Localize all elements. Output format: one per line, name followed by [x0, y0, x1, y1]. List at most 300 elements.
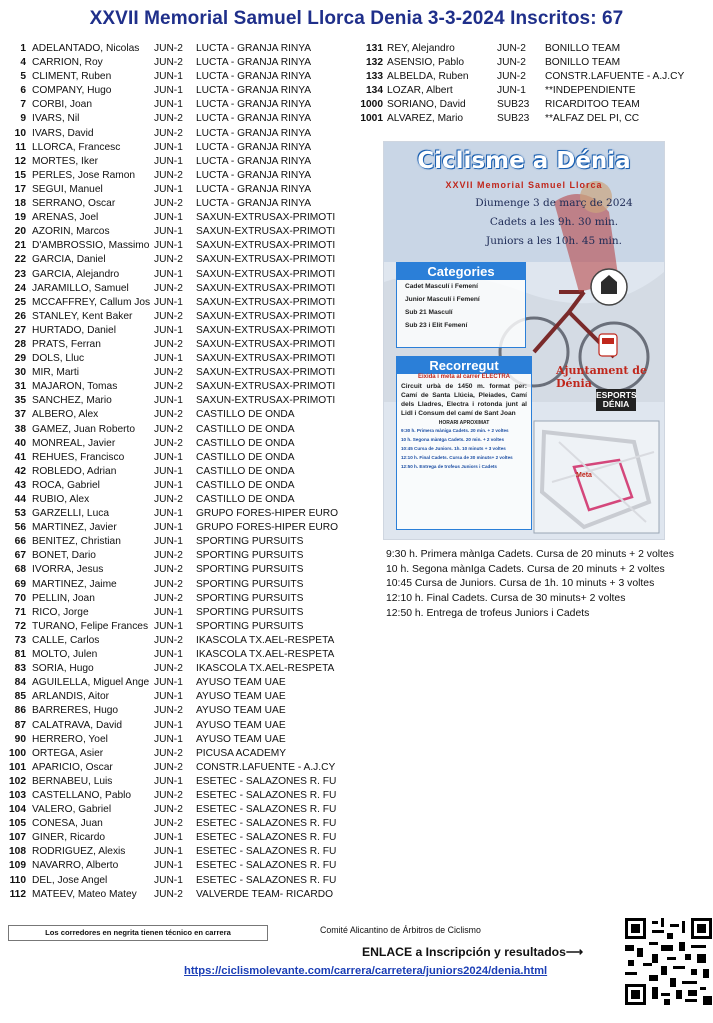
rider-category: JUN-1 [154, 719, 183, 731]
rider-team: VALVERDE TEAM- RICARDO [196, 888, 333, 900]
rider-name: STANLEY, Kent Baker [32, 310, 133, 322]
rider-name: CALATRAVA, David [32, 719, 123, 731]
rider-category: JUN-2 [154, 282, 183, 294]
rider-category: JUN-2 [154, 310, 183, 322]
rider-name: MIR, Marti [32, 367, 79, 379]
rider-team: ESETEC - SALAZONES R. FU [196, 775, 337, 787]
rider-name: REHUES, Francisco [32, 451, 125, 463]
rider-category: JUN-2 [154, 888, 183, 900]
rider-team: SAXUN-EXTRUSAX-PRIMOTI [196, 338, 336, 350]
rider-row [0, 70, 346, 84]
rider-name: GINER, Ricardo [32, 832, 106, 844]
rider-name: JARAMILLO, Samuel [32, 282, 129, 294]
rider-number: 101 [9, 761, 26, 773]
rider-row [355, 56, 695, 70]
rider-name: PRATS, Ferran [32, 338, 101, 350]
rider-number: 17 [14, 183, 26, 195]
rider-team: CASTILLO DE ONDA [196, 451, 295, 463]
rider-category: JUN-2 [154, 113, 183, 125]
rider-name: BARRERES, Hugo [32, 705, 119, 717]
rider-name: CONESA, Juan [32, 818, 103, 830]
rider-category: JUN-1 [154, 536, 183, 548]
rider-row [0, 268, 346, 282]
rider-number: 37 [14, 409, 26, 421]
rider-category: JUN-1 [154, 606, 183, 618]
rider-name: MORTES, Iker [32, 155, 99, 167]
rider-row [0, 465, 346, 479]
rider-category: JUN-2 [154, 663, 183, 675]
rider-category: JUN-2 [154, 57, 183, 69]
rider-number: 1001 [360, 113, 383, 125]
rider-number: 15 [14, 169, 26, 181]
rider-row [355, 70, 695, 84]
rider-number: 10 [14, 127, 26, 139]
rider-row [0, 366, 346, 380]
rider-number: 19 [14, 212, 26, 224]
rider-name: ALBERO, Alex [32, 409, 99, 421]
rider-category: JUN-2 [154, 578, 183, 590]
rider-number: 18 [14, 198, 26, 210]
rider-category: JUN-1 [154, 677, 183, 689]
poster-categories-title: Categories [397, 263, 525, 280]
rider-number: 71 [14, 606, 26, 618]
poster-schedule-item: 12:50 h. Entrega de trofeus Juniors i Cadets [401, 464, 497, 469]
rider-number: 102 [9, 775, 26, 787]
rider-name: RICO, Jorge [32, 606, 89, 618]
poster-category: Sub 23 i Elit Femení [405, 322, 468, 329]
rider-number: 69 [14, 578, 26, 590]
rider-name: ALVAREZ, Mario [387, 113, 464, 125]
rider-list-left [0, 42, 346, 902]
rider-row [0, 423, 346, 437]
rider-number: 5 [20, 71, 26, 83]
rider-row [0, 352, 346, 366]
rider-name: VALERO, Gabriel [32, 804, 112, 816]
rider-row [0, 831, 346, 845]
rider-row [0, 169, 346, 183]
rider-team: LUCTA - GRANJA RINYA [196, 141, 312, 153]
rider-category: JUN-1 [154, 99, 183, 111]
rider-name: BONET, Dario [32, 550, 96, 562]
rider-row [0, 155, 346, 169]
rider-name: NAVARRO, Alberto [32, 860, 119, 872]
rider-name: AGUILELLA, Miguel Ange [32, 677, 150, 689]
rider-team: CASTILLO DE ONDA [196, 409, 295, 421]
rider-name: HERRERO, Yoel [32, 733, 108, 745]
rider-name: IVARS, David [32, 127, 94, 139]
rider-name: MARTINEZ, Jaime [32, 578, 117, 590]
rider-number: 38 [14, 423, 26, 435]
rider-number: 26 [14, 310, 26, 322]
rider-name: RODRIGUEZ, Alexis [32, 846, 126, 858]
rider-row [0, 817, 346, 831]
rider-row [355, 112, 695, 126]
rider-name: IVORRA, Jesus [32, 564, 104, 576]
rider-number: 20 [14, 226, 26, 238]
rider-name: ASENSIO, Pablo [387, 57, 465, 69]
rider-row [0, 493, 346, 507]
rider-number: 87 [14, 719, 26, 731]
poster-date: Diumenge 3 de març de 2024 [475, 197, 633, 209]
rider-category: JUN-2 [154, 592, 183, 604]
rider-name: MATEEV, Mateo Matey [32, 888, 137, 900]
rider-category: JUN-1 [154, 353, 183, 365]
rider-name: PELLIN, Joan [32, 592, 95, 604]
rider-category: JUN-2 [154, 367, 183, 379]
rider-category: JUN-1 [154, 522, 183, 534]
rider-category: JUN-2 [154, 169, 183, 181]
rider-row [0, 98, 346, 112]
rider-category: JUN-1 [154, 451, 183, 463]
rider-row [0, 239, 346, 253]
rider-category: JUN-2 [154, 127, 183, 139]
rider-number: 104 [9, 804, 26, 816]
rider-name: LOZAR, Albert [387, 85, 453, 97]
rider-row [0, 84, 346, 98]
rider-team: LUCTA - GRANJA RINYA [196, 183, 312, 195]
rider-team: SPORTING PURSUITS [196, 550, 304, 562]
rider-team: SPORTING PURSUITS [196, 536, 304, 548]
rider-category: JUN-2 [154, 494, 183, 505]
rider-name: ADELANTADO, Nicolas [32, 43, 140, 54]
rider-category: JUN-1 [154, 395, 183, 407]
rider-name: MOLTO, Julen [32, 649, 98, 661]
rider-name: REY, Alejandro [387, 43, 455, 54]
rider-category: JUN-2 [154, 437, 183, 449]
rider-category: JUN-2 [154, 338, 183, 350]
rider-name: SERRANO, Oscar [32, 198, 116, 210]
rider-name: DOLS, Lluc [32, 353, 85, 365]
rider-team: BONILLO TEAM [545, 57, 621, 69]
rider-number: 27 [14, 324, 26, 336]
poster-categories-box [396, 262, 526, 348]
rider-name: CLIMENT, Ruben [32, 71, 112, 83]
rider-team: SAXUN-EXTRUSAX-PRIMOTI [196, 282, 336, 294]
rider-team: CASTILLO DE ONDA [196, 423, 295, 435]
rider-row [0, 225, 346, 239]
poster-category: Sub 21 Masculí [405, 309, 453, 316]
rider-number: 107 [9, 832, 26, 844]
rider-name: DEL, Jose Angel [32, 874, 108, 886]
rider-row [0, 535, 346, 549]
rider-number: 28 [14, 338, 26, 350]
rider-name: GARZELLI, Luca [32, 508, 110, 520]
rider-number: 11 [15, 141, 26, 153]
rider-category: JUN-1 [497, 85, 526, 97]
rider-category: JUN-2 [154, 761, 183, 773]
rider-team: LUCTA - GRANJA RINYA [196, 57, 312, 69]
rider-name: CASTELLANO, Pablo [32, 789, 132, 801]
rider-number: 90 [14, 733, 26, 745]
rider-team: BONILLO TEAM [545, 43, 621, 54]
rider-name: MAJARON, Tomas [32, 381, 118, 393]
rider-row [355, 42, 695, 56]
rider-name: ALBELDA, Ruben [387, 71, 469, 83]
rider-number: 1000 [360, 99, 383, 111]
rider-row [0, 747, 346, 761]
rider-row [0, 648, 346, 662]
rider-team: CASTILLO DE ONDA [196, 479, 295, 491]
rider-name: IVARS, Nil [32, 113, 80, 125]
rider-number: 133 [366, 71, 383, 83]
rider-team: LUCTA - GRANJA RINYA [196, 71, 312, 83]
rider-category: JUN-1 [154, 649, 183, 661]
rider-row [0, 253, 346, 267]
rider-number: 84 [14, 677, 26, 689]
rider-row [0, 310, 346, 324]
rider-category: JUN-2 [154, 804, 183, 816]
rider-team: RICARDITOO TEAM [545, 99, 640, 111]
rider-name: APARICIO, Oscar [32, 761, 113, 773]
rider-category: JUN-2 [497, 43, 526, 54]
rider-name: HURTADO, Daniel [32, 324, 116, 336]
poster-route-text: Circuit urbà de 1450 m. format per: Camí de Santa Llúcia, Pleiades, Camí dels Lladres, Electra i rotonda junt al Lidl i Consum del camí de Sant Joan [401, 383, 527, 417]
rider-category: JUN-1 [154, 71, 183, 83]
rider-team: SAXUN-EXTRUSAX-PRIMOTI [196, 240, 336, 252]
poster-route-sub: Eixida i meta al carrer ELECTRA [417, 374, 511, 380]
rider-number: 109 [9, 860, 26, 872]
rider-category: JUN-2 [154, 423, 183, 435]
poster-category: Cadet Masculí i Femení [405, 283, 478, 290]
rider-row [0, 789, 346, 803]
poster-schedule-item: 12:10 h. Final Cadets. Cursa de 30 minuts+ 2 voltes [401, 455, 513, 460]
rider-team: AYUSO TEAM UAE [196, 719, 286, 731]
rider-category: JUN-1 [154, 620, 183, 632]
rider-team: SAXUN-EXTRUSAX-PRIMOTI [196, 268, 336, 280]
rider-row [0, 127, 346, 141]
poster-juniors-time: Juniors a les 10h. 45 min. [486, 235, 622, 247]
rider-row [0, 662, 346, 676]
rider-category: JUN-2 [154, 634, 183, 646]
rider-number: 53 [14, 508, 26, 520]
rider-row [0, 549, 346, 563]
rider-row [355, 98, 695, 112]
rider-row [0, 42, 346, 56]
rider-name: AZORIN, Marcos [32, 226, 110, 238]
rider-category: JUN-2 [154, 747, 183, 759]
rider-number: 1 [20, 43, 26, 54]
rider-team: AYUSO TEAM UAE [196, 691, 286, 703]
poster-route-title: Recorregut [397, 357, 531, 374]
rider-number: 9 [20, 113, 26, 125]
rider-team: SPORTING PURSUITS [196, 606, 304, 618]
rider-number: 24 [14, 282, 26, 294]
rider-name: CARRION, Roy [32, 57, 103, 69]
rider-row [0, 183, 346, 197]
rider-category: JUN-2 [154, 198, 183, 210]
rider-category: JUN-1 [154, 832, 183, 844]
rider-row [0, 451, 346, 465]
rider-team: ESETEC - SALAZONES R. FU [196, 789, 337, 801]
rider-team: CASTILLO DE ONDA [196, 437, 295, 449]
rider-row [0, 521, 346, 535]
rider-name: ROCA, Gabriel [32, 479, 100, 491]
rider-row [0, 563, 346, 577]
rider-name: ORTEGA, Asier [32, 747, 104, 759]
rider-team: PICUSA ACADEMY [196, 747, 287, 759]
rider-number: 6 [20, 85, 26, 97]
rider-category: SUB23 [497, 99, 530, 111]
rider-category: JUN-1 [154, 874, 183, 886]
rider-number: 25 [14, 296, 26, 308]
rider-row [0, 324, 346, 338]
rider-team: SAXUN-EXTRUSAX-PRIMOTI [196, 367, 336, 379]
poster-esports-logo: ESPORTS DÉNIA [596, 390, 637, 409]
rider-row [0, 761, 346, 775]
rider-number: 131 [366, 43, 383, 54]
schedule-item: 12:10 h. Final Cadets. Cursa de 30 minuts+ 2 voltes [386, 593, 626, 605]
rider-team: GRUPO FORES-HIPER EURO [196, 522, 339, 534]
rider-number: 105 [9, 818, 26, 830]
rider-team: SAXUN-EXTRUSAX-PRIMOTI [196, 353, 336, 365]
rider-row [0, 676, 346, 690]
rider-team: IKASCOLA TX.AEL-RESPETA [196, 649, 335, 661]
rider-team: ESETEC - SALAZONES R. FU [196, 874, 337, 886]
rider-name: MCCAFFREY, Callum Jos [32, 296, 151, 308]
rider-team: LUCTA - GRANJA RINYA [196, 127, 312, 139]
rider-number: 21 [14, 240, 26, 252]
poster-schedule-item: 10 h. Segona mànIga Cadets. 20 min. + 2 voltes [401, 437, 505, 442]
rider-name: GARCIA, Alejandro [32, 268, 120, 280]
rider-row [0, 578, 346, 592]
rider-list-right [355, 42, 695, 127]
poster-date-block [444, 194, 664, 251]
rider-number: 108 [9, 846, 26, 858]
rider-row [0, 380, 346, 394]
page-title: XXVII Memorial Samuel Llorca Denia 3-3-2024 Inscritos: 67 [89, 8, 624, 29]
rider-team: ESETEC - SALAZONES R. FU [196, 846, 337, 858]
rider-team: **ALFAZ DEL PI, CC [545, 113, 640, 125]
rider-number: 43 [14, 479, 26, 491]
rider-name: GARCIA, Daniel [32, 254, 106, 266]
rider-number: 40 [14, 437, 26, 449]
rider-team: AYUSO TEAM UAE [196, 733, 286, 745]
rider-category: JUN-1 [154, 296, 183, 308]
rider-team: LUCTA - GRANJA RINYA [196, 43, 312, 54]
rider-category: JUN-1 [154, 860, 183, 872]
rider-number: 41 [14, 451, 26, 463]
rider-row [0, 507, 346, 521]
rider-team: CASTILLO DE ONDA [196, 494, 295, 505]
rider-category: JUN-1 [154, 85, 183, 97]
rider-number: 44 [14, 494, 26, 505]
rider-name: SORIANO, David [387, 99, 466, 111]
rider-team: IKASCOLA TX.AEL-RESPETA [196, 634, 335, 646]
rider-category: JUN-1 [154, 155, 183, 167]
poster-schedule-item: 10:45 Cursa de Juniors. 1h. 10 minuts + 3 voltes [401, 446, 506, 451]
rider-category: SUB23 [497, 113, 530, 125]
schedule-item: 12:50 h. Entrega de trofeus Juniors i Cadets [386, 607, 590, 619]
rider-category: JUN-1 [154, 141, 183, 153]
enlace-label: ENLACE a Inscripción y resultados⟶ [362, 945, 584, 959]
rider-team: SAXUN-EXTRUSAX-PRIMOTI [196, 212, 336, 224]
qr-code-icon[interactable] [625, 918, 712, 1005]
rider-number: 110 [9, 874, 26, 886]
poster-schedule-item: 9:30 h. Primera màniga Cadets. 20 min. + 2 voltes [401, 428, 509, 433]
rider-team: ESETEC - SALAZONES R. FU [196, 804, 337, 816]
rider-row [0, 479, 346, 493]
poster-headline: Ciclisme a Dénia [417, 148, 631, 174]
rider-team: ESETEC - SALAZONES R. FU [196, 818, 337, 830]
rider-number: 23 [14, 268, 26, 280]
rider-team: CONSTR.LAFUENTE - A.J.CY [545, 71, 685, 83]
rider-team: SAXUN-EXTRUSAX-PRIMOTI [196, 395, 336, 407]
rider-row [0, 719, 346, 733]
rider-number: 56 [14, 522, 26, 534]
rider-team: SPORTING PURSUITS [196, 578, 304, 590]
rider-team: LUCTA - GRANJA RINYA [196, 99, 312, 111]
poster-map-label: Meta [576, 472, 592, 479]
rider-team: SAXUN-EXTRUSAX-PRIMOTI [196, 310, 336, 322]
rider-category: JUN-1 [154, 183, 183, 195]
rider-row [0, 296, 346, 310]
rider-row [0, 56, 346, 70]
schedule-item: 10:45 Cursa de Juniors. Cursa de 1h. 10 minuts + 3 voltes [386, 578, 655, 590]
rider-row [0, 211, 346, 225]
rider-category: JUN-2 [154, 550, 183, 562]
rider-name: SANCHEZ, Mario [32, 395, 112, 407]
rider-row [0, 634, 346, 648]
rider-number: 42 [14, 465, 26, 477]
rider-number: 70 [14, 592, 26, 604]
rider-name: ARENAS, Joel [32, 212, 99, 224]
rider-number: 7 [20, 99, 26, 111]
rider-number: 85 [14, 691, 26, 703]
rider-row [0, 888, 346, 902]
rider-row [0, 437, 346, 451]
rider-category: JUN-2 [154, 789, 183, 801]
rider-name: MONREAL, Javier [32, 437, 116, 449]
rider-category: JUN-1 [154, 465, 183, 477]
rider-name: CORBI, Joan [32, 99, 93, 111]
rider-number: 67 [14, 550, 26, 562]
rider-team: AYUSO TEAM UAE [196, 677, 286, 689]
rider-team: LUCTA - GRANJA RINYA [196, 169, 312, 181]
rider-row [0, 112, 346, 126]
rider-number: 68 [14, 564, 26, 576]
poster-ayuntamiento: Ajuntament de Dénia [556, 364, 647, 390]
rider-category: JUN-1 [154, 479, 183, 491]
rider-category: JUN-1 [154, 240, 183, 252]
rider-row [0, 197, 346, 211]
rider-number: 100 [9, 747, 26, 759]
rider-category: JUN-1 [154, 691, 183, 703]
rider-number: 132 [366, 57, 383, 69]
rider-name: ROBLEDO, Adrian [32, 465, 117, 477]
rider-name: CALLE, Carlos [32, 634, 100, 646]
rider-team: SAXUN-EXTRUSAX-PRIMOTI [196, 381, 336, 393]
rider-category: JUN-2 [154, 381, 183, 393]
rider-team: ESETEC - SALAZONES R. FU [196, 860, 337, 872]
rider-number: 29 [14, 353, 26, 365]
rider-category: JUN-1 [154, 324, 183, 336]
rider-team: AYUSO TEAM UAE [196, 705, 286, 717]
rider-number: 134 [366, 85, 383, 97]
poster-category: Junior Masculí i Femení [405, 296, 480, 303]
results-link[interactable]: https://ciclismolevante.com/carrera/carretera/juniors2024/denia.html [184, 965, 548, 977]
rider-name: SORIA, Hugo [32, 663, 94, 675]
rider-number: 66 [14, 536, 26, 548]
rider-team: CASTILLO DE ONDA [196, 465, 295, 477]
rider-team: SPORTING PURSUITS [196, 564, 304, 576]
rider-name: COMPANY, Hugo [32, 85, 112, 97]
rider-number: 103 [9, 789, 26, 801]
rider-row [0, 859, 346, 873]
rider-category: JUN-1 [154, 775, 183, 787]
comite-credit: Comité Alicantino de Árbitros de Ciclismo [320, 925, 481, 935]
rider-number: 73 [14, 634, 26, 646]
rider-name: PERLES, Jose Ramon [32, 169, 136, 181]
